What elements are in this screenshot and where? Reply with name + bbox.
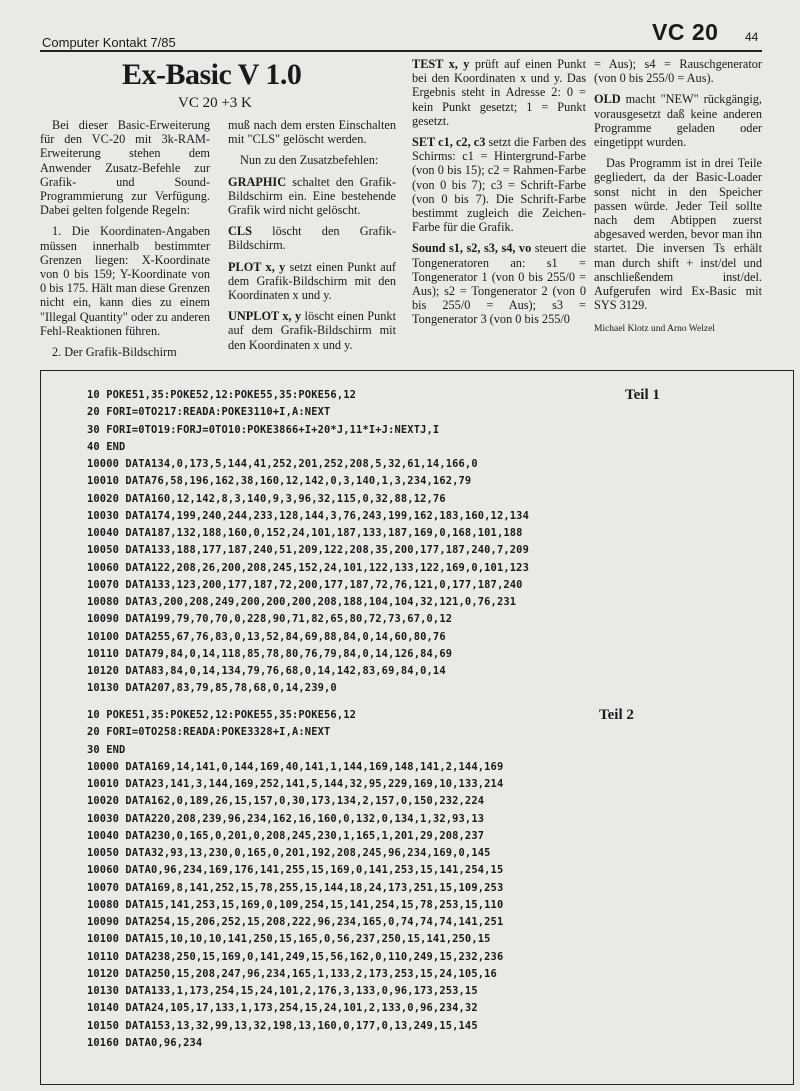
part-1-label: Teil 1: [625, 387, 660, 403]
command-cls: [228, 224, 396, 252]
code-line: 10060 DATA0,96,234,169,176,141,255,15,169,0,141,253,15,141,254,15: [87, 864, 504, 877]
command-name: UNPLOT x, y: [228, 309, 302, 324]
paragraph: 1. Die Koordinaten-Angaben müssen innerhalb bestimmter Grenzen liegen: X-Koordinate von 0 bis 159; Y-Koordinate von 0 bis 175. Hält man diese Grenzen nicht ein, kann dies zu einem "Illegal Quantity" oder zu anderen Fehl-Reaktionen führen.: [40, 224, 210, 338]
command-unplot: [228, 309, 396, 352]
code-line: 10150 DATA153,13,32,99,13,32,198,13,160,0,177,0,13,249,15,145: [87, 1019, 478, 1032]
article-subtitle: VC 20 +3 K: [178, 95, 252, 111]
code-line: 10000 DATA134,0,173,5,144,41,252,201,252,208,5,32,61,14,166,0: [87, 458, 478, 470]
article-title: Ex-Basic V 1.0: [122, 58, 302, 91]
code-line: 10060 DATA122,208,26,200,208,245,152,24,101,122,133,122,169,0,101,123: [87, 561, 529, 574]
program-listing: [40, 370, 794, 1085]
code-line: 10120 DATA83,84,0,14,134,79,76,68,0,14,142,83,69,84,0,14: [87, 665, 446, 677]
text-column-4: [594, 57, 762, 344]
command-name: GRAPHIC: [228, 174, 287, 189]
listing-part-2: [87, 707, 503, 1052]
code-line: 10090 DATA254,15,206,252,15,208,222,96,234,165,0,74,74,74,141,251: [87, 916, 504, 928]
code-line: 10080 DATA15,141,253,15,169,0,109,254,15,141,254,15,78,253,15,110: [87, 898, 504, 911]
command-description: löscht einen Punkt auf dem Grafik-Bildschirm mit den Koordinaten x und y.: [228, 309, 396, 352]
command-name: SET c1, c2, c3: [412, 135, 486, 150]
text-column-2: [228, 118, 396, 359]
command-graphic: [228, 175, 396, 218]
code-line: 10040 DATA230,0,165,0,201,0,208,245,230,1,165,1,201,29,208,237: [87, 829, 485, 842]
command-description: steuert die Tongeneratoren an: s1 = Tongenerator 1 (von 0 bis 255/0 = Aus); s2 = Tongenerator 2 (von 0 bis 255/0 = Aus); s3 = Tongenerator 3 (von 0 bis 255/0: [412, 241, 586, 327]
code-line: 10110 DATA79,84,0,14,118,85,78,80,76,79,84,0,14,126,84,69: [87, 647, 453, 660]
code-line: 10080 DATA3,200,208,249,200,200,200,208,188,104,104,32,121,0,76,231: [87, 596, 517, 608]
code-line: 10100 DATA255,67,76,83,0,13,52,84,69,88,84,0,14,60,80,76: [87, 630, 446, 643]
code-line: 20 FORI=0TO258:READA:POKE3328+I,A:NEXT: [87, 726, 331, 739]
paragraph: muß nach dem ersten Einschalten mit "CLS" gelöscht werden.: [228, 118, 396, 147]
code-line: 10020 DATA160,12,142,8,3,140,9,3,96,32,115,0,32,88,12,76: [87, 492, 446, 505]
page-number: 44: [745, 30, 759, 44]
author-credit: Michael Klotz und Arno Welzel: [594, 324, 715, 335]
command-name: CLS: [228, 224, 252, 239]
code-line: 10130 DATA207,83,79,85,78,68,0,14,239,0: [87, 682, 337, 695]
command-sound: [412, 241, 586, 326]
header-divider: [40, 50, 762, 52]
code-line: 10140 DATA24,105,17,133,1,173,254,15,24,101,2,133,0,96,234,32: [87, 1002, 478, 1015]
code-line: 10050 DATA32,93,13,230,0,165,0,201,192,208,245,96,234,169,0,145: [87, 847, 491, 859]
code-line: 10 POKE51,35:POKE52,12:POKE55,35:POKE56,12: [87, 389, 357, 401]
command-description: setzt einen Punkt auf dem Grafik-Bildschirm mit den Koordinaten x und y.: [228, 259, 396, 303]
command-set: [412, 135, 586, 234]
code-line: 10010 DATA76,58,196,162,38,160,12,142,0,3,140,1,3,234,162,79: [87, 475, 472, 488]
command-description: schaltet den Grafik-Bildschirm ein. Eine bestehende Grafik wird nicht gelöscht.: [228, 174, 396, 218]
command-old: [594, 92, 762, 149]
code-line: 10100 DATA15,10,10,10,141,250,15,165,0,56,237,250,15,141,250,15: [87, 933, 491, 946]
code-line: 10090 DATA199,79,70,70,0,228,90,71,82,65,80,72,73,67,0,12: [87, 613, 453, 626]
command-name: Sound s1, s2, s3, s4, vo: [412, 241, 532, 256]
text-column-3: [412, 57, 586, 334]
code-line: 30 FORI=0TO19:FORJ=0TO10:POKE3866+I+20*J,11*I+J:NEXTJ,I: [87, 423, 440, 436]
code-line: 10050 DATA133,188,177,187,240,51,209,122,208,35,200,177,187,240,7,209: [87, 544, 529, 557]
code-line: 10030 DATA174,199,240,244,233,128,144,3,76,243,199,162,183,160,12,134: [87, 509, 529, 522]
code-line: 10130 DATA133,1,173,254,15,24,101,2,176,3,133,0,96,173,253,15: [87, 985, 478, 997]
text-column-1: [40, 118, 210, 366]
code-line: 10070 DATA133,123,200,177,187,72,200,177,187,72,76,121,0,177,187,240: [87, 578, 523, 591]
command-name: OLD: [594, 92, 621, 107]
code-line: 10110 DATA238,250,15,169,0,141,249,15,56,162,0,110,249,15,232,236: [87, 950, 504, 963]
code-line: 10020 DATA162,0,189,26,15,157,0,30,173,134,2,157,0,150,232,224: [87, 795, 485, 808]
code-line: 10030 DATA220,208,239,96,234,162,16,160,0,132,0,134,1,32,93,13: [87, 812, 485, 825]
code-line: 20 FORI=0TO217:READA:POKE3110+I,A:NEXT: [87, 406, 331, 419]
code-line: 10070 DATA169,8,141,252,15,78,255,15,144,18,24,173,251,15,109,253: [87, 881, 504, 894]
paragraph: Nun zu den Zusatzbefehlen:: [240, 153, 379, 168]
paragraph: 2. Der Grafik-Bildschirm: [52, 345, 177, 360]
code-line: 10120 DATA250,15,208,247,96,234,165,1,133,2,173,253,15,24,105,16: [87, 967, 497, 980]
command-description: macht "NEW" rückgängig, vorausgesetzt daß keine anderen Programme geladen oder eingetippt wurden.: [594, 92, 762, 150]
section-label: VC 20: [652, 19, 719, 45]
command-test: [412, 57, 586, 128]
listing-part-1: [87, 387, 529, 698]
paragraph: Bei dieser Basic-Erweiterung für den VC-20 mit 3k-RAM-Erweiterung stehen dem Anwender Zusatz-Befehle zur Grafik- und Sound-Programmierung zur Verfügung. Dabei gelten folgende Regeln:: [40, 118, 210, 218]
command-name: TEST x, y: [412, 57, 470, 71]
code-line: 10 POKE51,35:POKE52,12:POKE55,35:POKE56,12: [87, 709, 357, 721]
code-line: 10000 DATA169,14,141,0,144,169,40,141,1,144,169,148,141,2,144,169: [87, 760, 504, 773]
code-line: 10010 DATA23,141,3,144,169,252,141,5,144,32,95,229,169,10,133,214: [87, 778, 504, 790]
command-name: PLOT x, y: [228, 259, 286, 274]
code-line: 10040 DATA187,132,188,160,0,152,24,101,187,133,187,169,0,168,101,188: [87, 527, 523, 539]
paragraph: = Aus); s4 = Rauschgenerator (von 0 bis 255/0 = Aus).: [594, 57, 762, 86]
code-line: 10160 DATA0,96,234: [87, 1036, 203, 1049]
part-2-label: Teil 2: [599, 707, 634, 723]
code-line: 40 END: [87, 440, 126, 453]
command-description: löscht den Grafik-Bildschirm.: [228, 224, 396, 253]
magazine-issue: Computer Kontakt 7/85: [42, 35, 176, 50]
code-line: 30 END: [87, 743, 126, 756]
command-description: setzt die Farben des Schirms: c1 = Hintergrund-Farbe (von 0 bis 15); c2 = Rahmen-Farbe (von 0 bis 7); c3 = Schrift-Farbe (von 0 bis 7). Die Schrift-Farbe bestimmt zugleich die Zeichen-Farbe für die Grafik.: [412, 135, 586, 235]
paragraph: Das Programm ist in drei Teile gegliedert, da der Basic-Loader sonst nicht in den Speicher passen würde. Jeder Teil sollte nach dem Abtippen zuerst abgesaved werden, bevor man ihn startet. Die inversen Ts erhält man durch shift + inst/del und anschließendem inst/del. Aufgerufen wird Ex-Basic mit SYS 3129.: [594, 156, 762, 313]
command-description: prüft auf einen Punkt bei den Koordinaten x und y. Das Ergebnis steht in Adresse 2: 0 = kein Punkt gesetzt; 1 = Punkt gesetzt.: [412, 57, 586, 128]
command-plot: [228, 260, 396, 303]
